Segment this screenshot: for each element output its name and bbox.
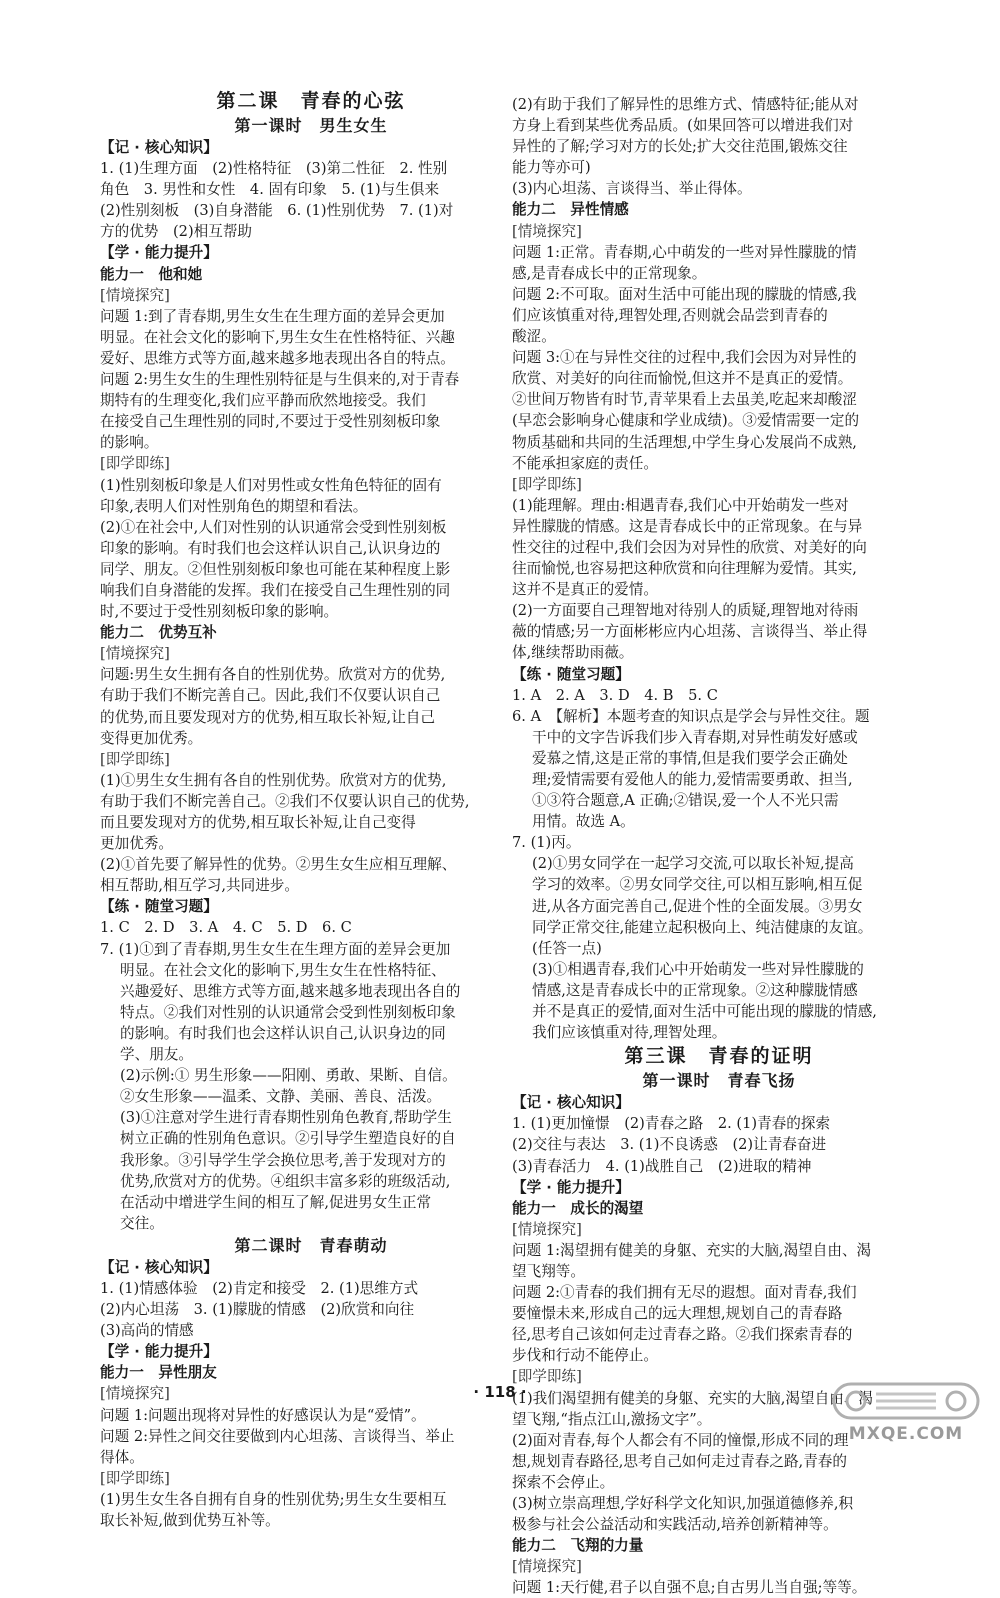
bracket-label: [情境探究] [100, 1385, 170, 1403]
text-line: 1. (1)生理方面 (2)性格特征 (3)第二性征 2. 性别 [100, 160, 448, 178]
text-line: 爱好、思维方式等方面,越来越多地表现出各自的特点。 [100, 349, 455, 367]
text-line: 有助于我们不断完善自己。②我们不仅要认识自己的优势, [100, 792, 470, 810]
ability-heading: 能力一 成长的渴望 [512, 1199, 644, 1217]
text-line: 得体。 [100, 1448, 144, 1466]
bracket-label: [情境探究] [100, 645, 170, 663]
text-line: 问题 3:①在与异性交往的过程中,我们会因为对异性的 [512, 349, 857, 367]
text-line: (3)内心坦荡、言谈得当、举止得体。 [512, 180, 752, 198]
indented-text-line: 树立正确的性别角色意识。②引导学生塑造良好的自 [120, 1130, 456, 1148]
text-line: 不能承担家庭的责任。 [512, 454, 658, 472]
text-line: 而且要发现对方的优势,相互取长补短,让自己变得 [100, 814, 416, 831]
text-line: 相互帮助,相互学习,共同进步。 [100, 877, 299, 895]
text-line: 问题 2:不可取。面对生活中可能出现的朦胧的情感,我 [512, 285, 857, 303]
indented-text-line: 我们应该慎重对待,理智处理。 [532, 1024, 727, 1042]
text-line: 期特有的生理变化,我们应平静而欣然地接受。我们 [100, 392, 426, 410]
text-line: (1)我们渴望拥有健美的身躯、充实的大脑,渴望自由、渴 [512, 1389, 873, 1407]
text-line: 同学、朋友。②但性别刻板印象也可能在某种程度上影 [100, 560, 451, 578]
indented-text-line: 爱慕之情,这是正常的事情,但是我们要学会正确处 [532, 749, 848, 767]
text-line: (2)交往与表达 3. (1)不良诱惑 (2)让青春奋进 [512, 1136, 827, 1154]
indented-text-line: 交往。 [120, 1214, 164, 1232]
text-line: 的影响。 [100, 434, 159, 452]
text-line: 体,继续帮助雨薇。 [512, 644, 634, 662]
text-line: 明显。在社会文化的影响下,男生女生在性格特征、兴趣 [100, 328, 455, 346]
bracket-label: [情境探究] [512, 222, 582, 240]
text-line: 异性朦胧的情感。这是青春成长中的正常现象。在与异 [512, 517, 863, 535]
bracket-label: [即学即练] [512, 475, 582, 493]
page-number: · 118 · [473, 1383, 527, 1401]
bracket-label: [即学即练] [100, 1469, 170, 1487]
indented-text-line: 同学正常交往,能建立起积极向上、纯洁健康的友谊。 [532, 918, 873, 936]
indented-text-line: 优势,欣赏对方的优势。④组织丰富多彩的班级活动, [120, 1172, 451, 1190]
indented-text-line: (3)①相遇青春,我们心中开始萌发一些对异性朦胧的 [532, 960, 864, 978]
watermark-logo [826, 1378, 986, 1446]
text-line: (早恋会影响身心健康和学业成绩)。③爱情需要一定的 [512, 412, 860, 430]
indented-text-line: 学、朋友。 [120, 1046, 193, 1064]
text-line: (1)能理解。理由:相遇青春,我们心中开始萌发一些对 [512, 496, 849, 514]
text-line: (1)性别刻板印象是人们对男性或女性角色特征的固有 [100, 476, 442, 494]
text-line: 问题 1:问题出现将对异性的好感误认为是“爱情”。 [100, 1406, 426, 1424]
text-line: 问题 1:正常。青春期,心中萌发的一些对异性朦胧的情 [512, 243, 857, 261]
ability-heading: 能力二 优势互补 [100, 624, 217, 642]
ability-heading: 能力二 异性情感 [512, 201, 629, 219]
text-line: (2)内心坦荡 3. (1)朦胧的情感 (2)欣赏和向往 [100, 1301, 415, 1319]
text-line: 有助于我们不断完善自己。因此,我们不仅要认识自己 [100, 687, 441, 705]
text-line: (2)有助于我们了解异性的思维方式、情感特征;能从对 [512, 96, 859, 113]
text-line: 问题 2:男生女生的生理性别特征是与生俱来的,对于青春 [100, 371, 460, 389]
right-column [512, 94, 926, 1598]
section-heading: 【练 · 随堂习题】 [512, 665, 630, 683]
text-line: 能力等亦可) [512, 159, 591, 177]
ability-heading: 能力一 异性朋友 [100, 1364, 217, 1382]
indented-text-line: (2)①男女同学在一起学习交流,可以取长补短,提高 [532, 855, 854, 873]
text-line: (2)一方面要自己理智地对待别人的质疑,理智地对待雨 [512, 602, 859, 620]
text-line: 想,规划青春路径,思考自己如何走过青春之路,青春的 [512, 1452, 847, 1470]
text-line: 更加优秀。 [100, 835, 173, 853]
bracket-label: [即学即练] [512, 1368, 582, 1386]
text-line: 1. C 2. D 3. A 4. C 5. D 6. C [100, 919, 352, 937]
text-line: 望飞翔,“指点江山,激扬文字”。 [512, 1410, 712, 1428]
text-line: 方身上看到某些优秀品质。(如果回答可以增进我们对 [512, 117, 854, 135]
text-line: 1. A 2. A 3. D 4. B 5. C [512, 686, 718, 704]
text-line: 往而愉悦,也容易把这种欣赏和向往理解为爱情。其实, [512, 560, 857, 578]
text-line: 问题 1:天行健,君子以自强不息;自古男儿当自强;等等。 [512, 1579, 867, 1597]
text-line: (3)高尚的情感 [100, 1322, 194, 1340]
indented-text-line: (任答一点) [532, 939, 602, 957]
ability-heading: 能力一 他和她 [100, 265, 203, 283]
watermark-site: MXQE.COM [848, 1424, 964, 1444]
indented-text-line: 我形象。③引导学生学会换位思考,善于发现对方的 [120, 1151, 446, 1169]
period-title: 第二课时 青春萌动 [234, 1235, 388, 1255]
text-line: 物质基础和共同的生活理想,中学生身心发展尚不成熟, [512, 433, 857, 451]
text-line: 在接受自己生理性别的同时,不要过于受性别刻板印象 [100, 413, 441, 431]
period-title: 第一课时 男生女生 [234, 116, 388, 135]
text-line: 印象,表明人们对性别角色的期望和看法。 [100, 497, 368, 515]
text-line: 步伐和行动不能停止。 [512, 1347, 658, 1365]
text-line: 问题 1:到了青春期,男生女生在生理方面的差异会更加 [100, 307, 445, 325]
text-line: 性交往的过程中,我们会因为对异性的欣赏、对美好的向 [512, 538, 867, 556]
indented-text-line: 在活动中增进学生间的相互了解,促进男女生正常 [120, 1193, 432, 1211]
text-line: 感,是青春成长中的正常现象。 [512, 264, 707, 282]
lesson-title: 第二课 青春的心弦 [216, 90, 406, 112]
text-line: 这并不是真正的爱情。 [512, 581, 658, 599]
text-line: 极参与社会公益活动和实践活动,培养创新精神等。 [512, 1516, 838, 1534]
text-line: ②世间万物皆有时节,青苹果看上去虽美,吃起来却酸涩 [512, 391, 857, 409]
text-line: 径,思考自己该如何走过青春之路。②我们探索青春的 [512, 1326, 853, 1344]
ability-heading: 能力二 飞翔的力量 [512, 1537, 644, 1555]
text-line: 的优势,而且要发现对方的优势,相互取长补短,让自己 [100, 708, 435, 726]
section-heading: 【学 · 能力提升】 [100, 1343, 218, 1361]
text-line: 问题:男生女生拥有各自的性别优势。欣赏对方的优势, [100, 666, 446, 684]
indented-text-line: ①③符合题意,A 正确;②错误,爱一个人不光只需 [532, 792, 839, 810]
text-line: 取长补短,做到优势互补等。 [100, 1512, 280, 1529]
text-line: 问题 1:渴望拥有健美的身躯、充实的大脑,渴望自由、渴 [512, 1241, 872, 1259]
text-line: 们应该慎重对待,理智处理,否则就会品尝到青春的 [512, 306, 828, 324]
watermark-emblem-icon [826, 1378, 986, 1424]
section-heading: 【记 · 核心知识】 [100, 139, 218, 156]
indented-text-line: 兴趣爱好、思维方式等方面,越来越多地表现出各自的 [120, 982, 461, 1000]
text-line: (3)青春活力 4. (1)战胜自己 (2)进取的精神 [512, 1157, 812, 1175]
text-line: 探索不会停止。 [512, 1473, 615, 1491]
bracket-label: [即学即练] [100, 750, 170, 768]
section-heading: 【练 · 随堂习题】 [100, 898, 218, 916]
bracket-label: [即学即练] [100, 455, 170, 473]
text-line: 6. A 【解析】本题考查的知识点是学会与异性交往。题 [512, 707, 870, 725]
section-heading: 【学 · 能力提升】 [512, 1178, 630, 1196]
indented-text-line: 并不是真正的爱情,面对生活中可能出现的朦胧的情感, [532, 1003, 877, 1021]
text-line: 响我们自身潜能的发挥。我们在接受自己生理性别的同 [100, 581, 451, 599]
period-title: 第一课时 青春飞扬 [642, 1071, 796, 1091]
text-line: 时,不要过于受性别刻板印象的影响。 [100, 603, 339, 621]
text-line: 酸涩。 [512, 328, 556, 346]
indented-text-line: (2)示例:① 男生形象——阳刚、勇敢、果断、自信。 [120, 1067, 457, 1085]
text-line: 望飞翔等。 [512, 1262, 585, 1280]
indented-text-line: 的影响。有时我们也会这样认识自己,认识身边的同 [120, 1024, 446, 1042]
text-line: 变得更加优秀。 [100, 729, 203, 747]
text-line: (1)男生女生各自拥有自身的性别优势;男生女生要相互 [100, 1490, 447, 1508]
indented-text-line: (3)①注意对学生进行青春期性别角色教育,帮助学生 [120, 1109, 452, 1127]
text-line: (2)性别刻板 (3)自身潜能 6. (1)性别优势 7. (1)对 [100, 202, 454, 220]
text-line: 异性的了解;学习对方的长处;扩大交往范围,锻炼交往 [512, 138, 848, 156]
text-line: 问题 2:异性之间交往要做到内心坦荡、言谈得当、举止 [100, 1427, 455, 1445]
indented-text-line: 学习的效率。②男女同学交往,可以相互影响,相互促 [532, 876, 863, 894]
indented-text-line: 理;爱情需要有爱他人的能力,爱情需要勇敢、担当, [532, 771, 853, 788]
text-line: 7. (1)丙。 [512, 834, 581, 852]
text-line: (2)面对青春,每个人都会有不同的憧憬,形成不同的理 [512, 1431, 849, 1449]
section-heading: 【记 · 核心知识】 [100, 1258, 218, 1276]
indented-text-line: 特点。②我们对性别的认识通常会受到性别刻板印象 [120, 1003, 456, 1021]
indented-text-line: 进,从各方面完善自己,促进个性的全面发展。③男女 [532, 897, 863, 915]
bracket-label: [情境探究] [512, 1558, 582, 1576]
text-line: (2)①在社会中,人们对性别的认识通常会受到性别刻板 [100, 518, 447, 536]
bracket-label: [情境探究] [512, 1220, 582, 1238]
text-line: 角色 3. 男性和女性 4. 固有印象 5. (1)与生俱来 [100, 181, 440, 199]
text-line: 欣赏、对美好的向往而愉悦,但这并不是真正的爱情。 [512, 370, 853, 388]
text-line: 方的优势 (2)相互帮助 [100, 223, 253, 241]
text-line: 问题 2:①青春的我们拥有无尽的遐想。面对青春,我们 [512, 1284, 857, 1302]
bracket-label: [情境探究] [100, 286, 170, 304]
section-heading: 【记 · 核心知识】 [512, 1094, 630, 1112]
indented-text-line: ②女生形象——温柔、文静、美丽、善良、活泼。 [120, 1088, 442, 1106]
text-line: (2)①首先要了解异性的优势。②男生女生应相互理解、 [100, 856, 457, 874]
text-line: 印象的影响。有时我们也会这样认识自己,认识身边的 [100, 539, 441, 557]
text-line: 1. (1)情感体验 (2)肯定和接受 2. (1)思维方式 [100, 1279, 419, 1297]
text-line: 7. (1)①到了青春期,男生女生在生理方面的差异会更加 [100, 940, 451, 958]
text-line: (1)①男生女生拥有各自的性别优势。欣赏对方的优势, [100, 771, 447, 789]
section-heading: 【学 · 能力提升】 [100, 244, 218, 262]
lesson-title: 第三课 青春的证明 [624, 1045, 814, 1068]
text-line: 1. (1)更加憧憬 (2)青春之路 2. (1)青春的探索 [512, 1115, 831, 1133]
indented-text-line: 干中的文字告诉我们步入青春期,对异性萌发好感或 [532, 728, 858, 746]
text-line: 薇的情感;另一方面彬彬应内心坦荡、言谈得当、举止得 [512, 623, 868, 641]
indented-text-line: 用情。故选 A。 [532, 813, 635, 831]
indented-text-line: 情感,这是青春成长中的正常现象。②这种朦胧情感 [532, 981, 858, 999]
indented-text-line: 明显。在社会文化的影响下,男生女生在性格特征、 [120, 961, 446, 979]
left-column [100, 88, 522, 1531]
text-line: 要憧憬未来,形成自己的远大理想,规划自己的青春路 [512, 1305, 843, 1323]
text-line: (3)树立崇高理想,学好科学文化知识,加强道德修养,积 [512, 1495, 854, 1512]
